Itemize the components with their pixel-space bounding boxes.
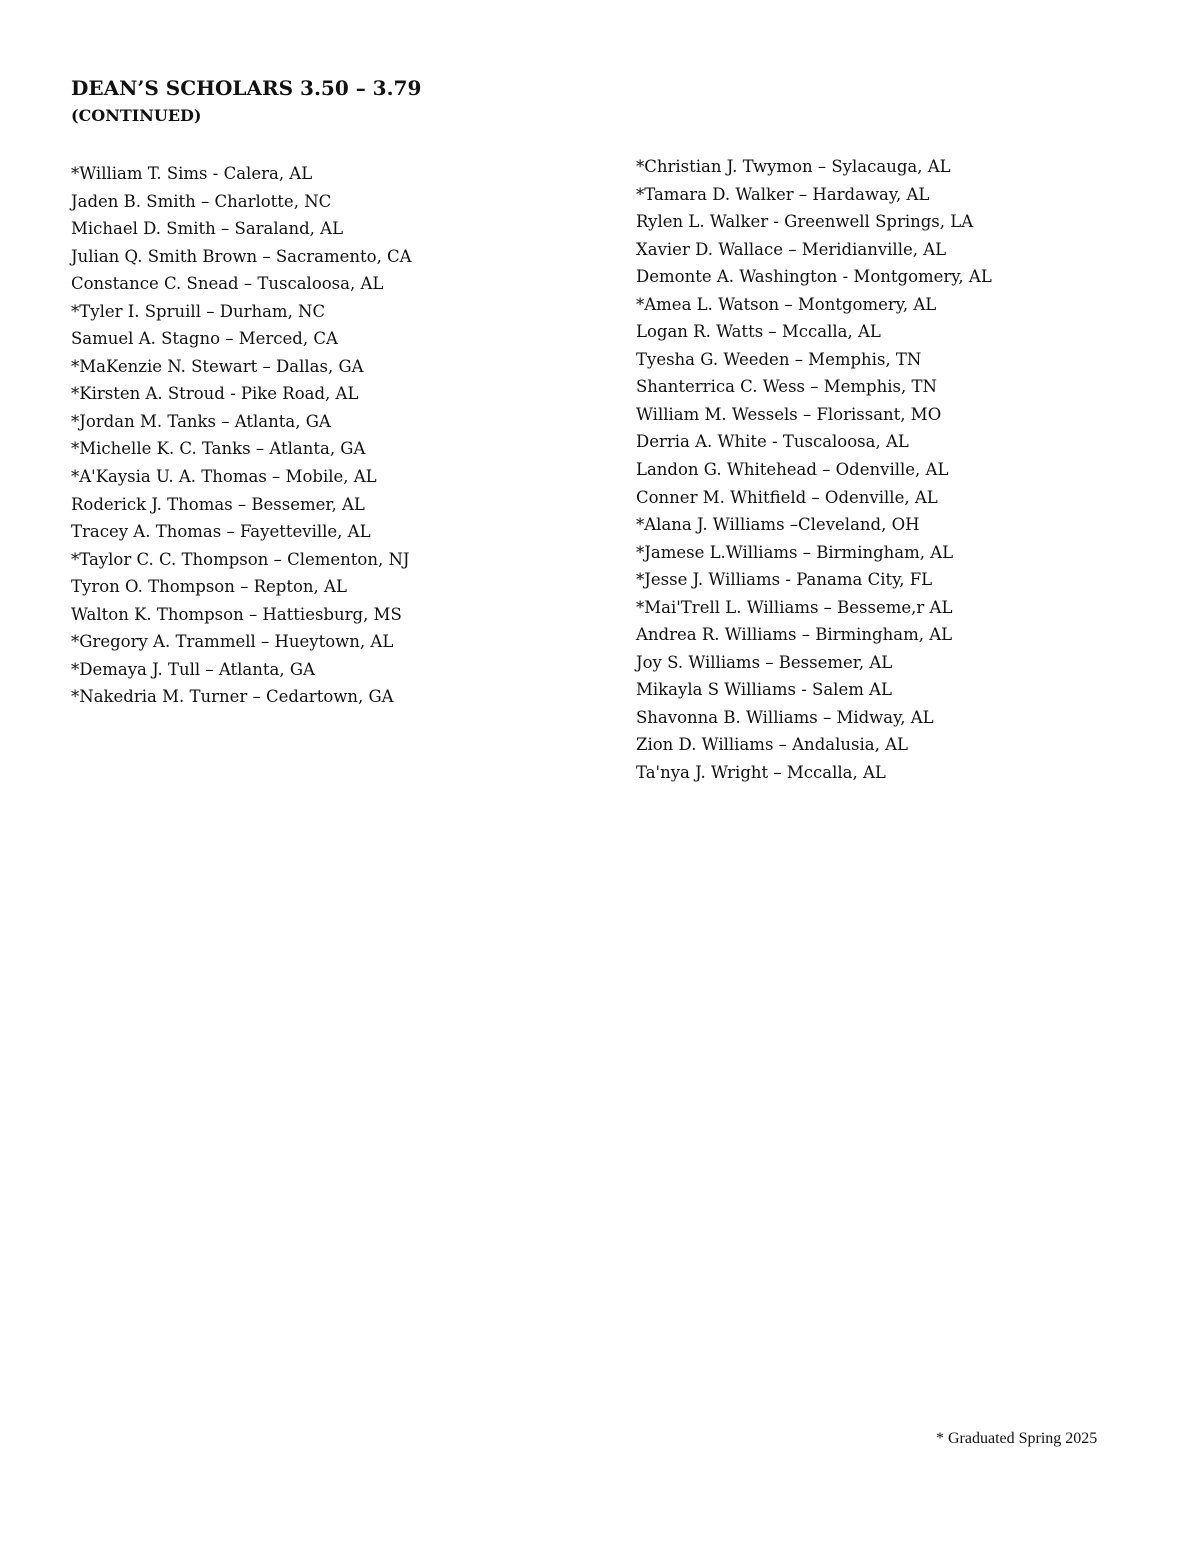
- list-item: Landon G. Whitehead – Odenville, AL: [636, 460, 949, 480]
- list-item: *Tamara D. Walker – Hardaway, AL: [636, 184, 930, 204]
- list-item: *Nakedria M. Turner – Cedartown, GA: [71, 687, 394, 707]
- list-item: *Mai'Trell L. Williams – Besseme,r AL: [636, 597, 953, 617]
- list-item: Samuel A. Stagno – Merced, CA: [71, 329, 338, 349]
- list-item: Jaden B. Smith – Charlotte, NC: [71, 191, 332, 211]
- list-item: *Jesse J. Williams - Panama City, FL: [636, 570, 933, 590]
- list-item: Andrea R. Williams – Birmingham, AL: [636, 625, 953, 645]
- list-item: Shavonna B. Williams – Midway, AL: [636, 707, 934, 727]
- page-title: DEAN’S SCHOLARS 3.50 – 3.79: [71, 76, 422, 100]
- list-item: *Tyler I. Spruill – Durham, NC: [71, 301, 326, 321]
- list-item: *Jamese L.Williams – Birmingham, AL: [636, 542, 954, 562]
- list-item: Constance C. Snead – Tuscaloosa, AL: [71, 274, 384, 294]
- list-item: *Alana J. Williams –Cleveland, OH: [636, 515, 920, 535]
- list-item: Tyesha G. Weeden – Memphis, TN: [636, 349, 922, 369]
- list-item: Demonte A. Washington - Montgomery, AL: [636, 267, 992, 287]
- list-item: Tyron O. Thompson – Repton, AL: [71, 577, 347, 597]
- scholar-list-right-column: [636, 153, 1156, 787]
- list-item: Xavier D. Wallace – Meridianville, AL: [636, 239, 947, 259]
- list-item: *Michelle K. C. Tanks – Atlanta, GA: [71, 439, 366, 459]
- list-item: *William T. Sims - Calera, AL: [71, 164, 313, 183]
- list-item: *Jordan M. Tanks – Atlanta, GA: [71, 411, 331, 431]
- list-item: *Demaya J. Tull – Atlanta, GA: [71, 659, 315, 679]
- list-item: Conner M. Whitfield – Odenville, AL: [636, 487, 938, 507]
- list-item: *Christian J. Twymon – Sylacauga, AL: [636, 157, 951, 176]
- list-item: *Amea L. Watson – Montgomery, AL: [636, 294, 937, 314]
- list-item: Roderick J. Thomas – Bessemer, AL: [71, 494, 365, 514]
- list-item: Zion D. Williams – Andalusia, AL: [636, 735, 908, 755]
- list-item: Derria A. White - Tuscaloosa, AL: [636, 432, 909, 452]
- list-item: Michael D. Smith – Saraland, AL: [71, 219, 344, 239]
- list-item: Julian Q. Smith Brown – Sacramento, CA: [71, 246, 412, 266]
- list-item: Walton K. Thompson – Hattiesburg, MS: [71, 604, 402, 624]
- list-item: Shanterrica C. Wess – Memphis, TN: [636, 377, 937, 397]
- page-heading: [71, 74, 421, 130]
- list-item: William M. Wessels – Florissant, MO: [636, 404, 942, 424]
- list-item: *Taylor C. C. Thompson – Clementon, NJ: [71, 549, 410, 569]
- scholar-list-left-column: [71, 160, 591, 711]
- list-item: Tracey A. Thomas – Fayetteville, AL: [71, 522, 371, 542]
- list-item: Logan R. Watts – Mccalla, AL: [636, 322, 881, 342]
- list-item: Joy S. Williams – Bessemer, AL: [636, 652, 893, 672]
- page-subtitle: (CONTINUED): [71, 106, 202, 125]
- list-item: *MaKenzie N. Stewart – Dallas, GA: [71, 356, 364, 376]
- list-item: Rylen L. Walker - Greenwell Springs, LA: [636, 212, 974, 232]
- list-item: Mikayla S Williams - Salem AL: [636, 680, 892, 700]
- list-item: *Gregory A. Trammell – Hueytown, AL: [71, 632, 394, 652]
- list-item: Ta'nya J. Wright – Mccalla, AL: [636, 763, 886, 783]
- graduation-footnote: * Graduated Spring 2025: [936, 1430, 1098, 1447]
- list-item: *A'Kaysia U. A. Thomas – Mobile, AL: [71, 467, 377, 487]
- list-item: *Kirsten A. Stroud - Pike Road, AL: [71, 384, 359, 404]
